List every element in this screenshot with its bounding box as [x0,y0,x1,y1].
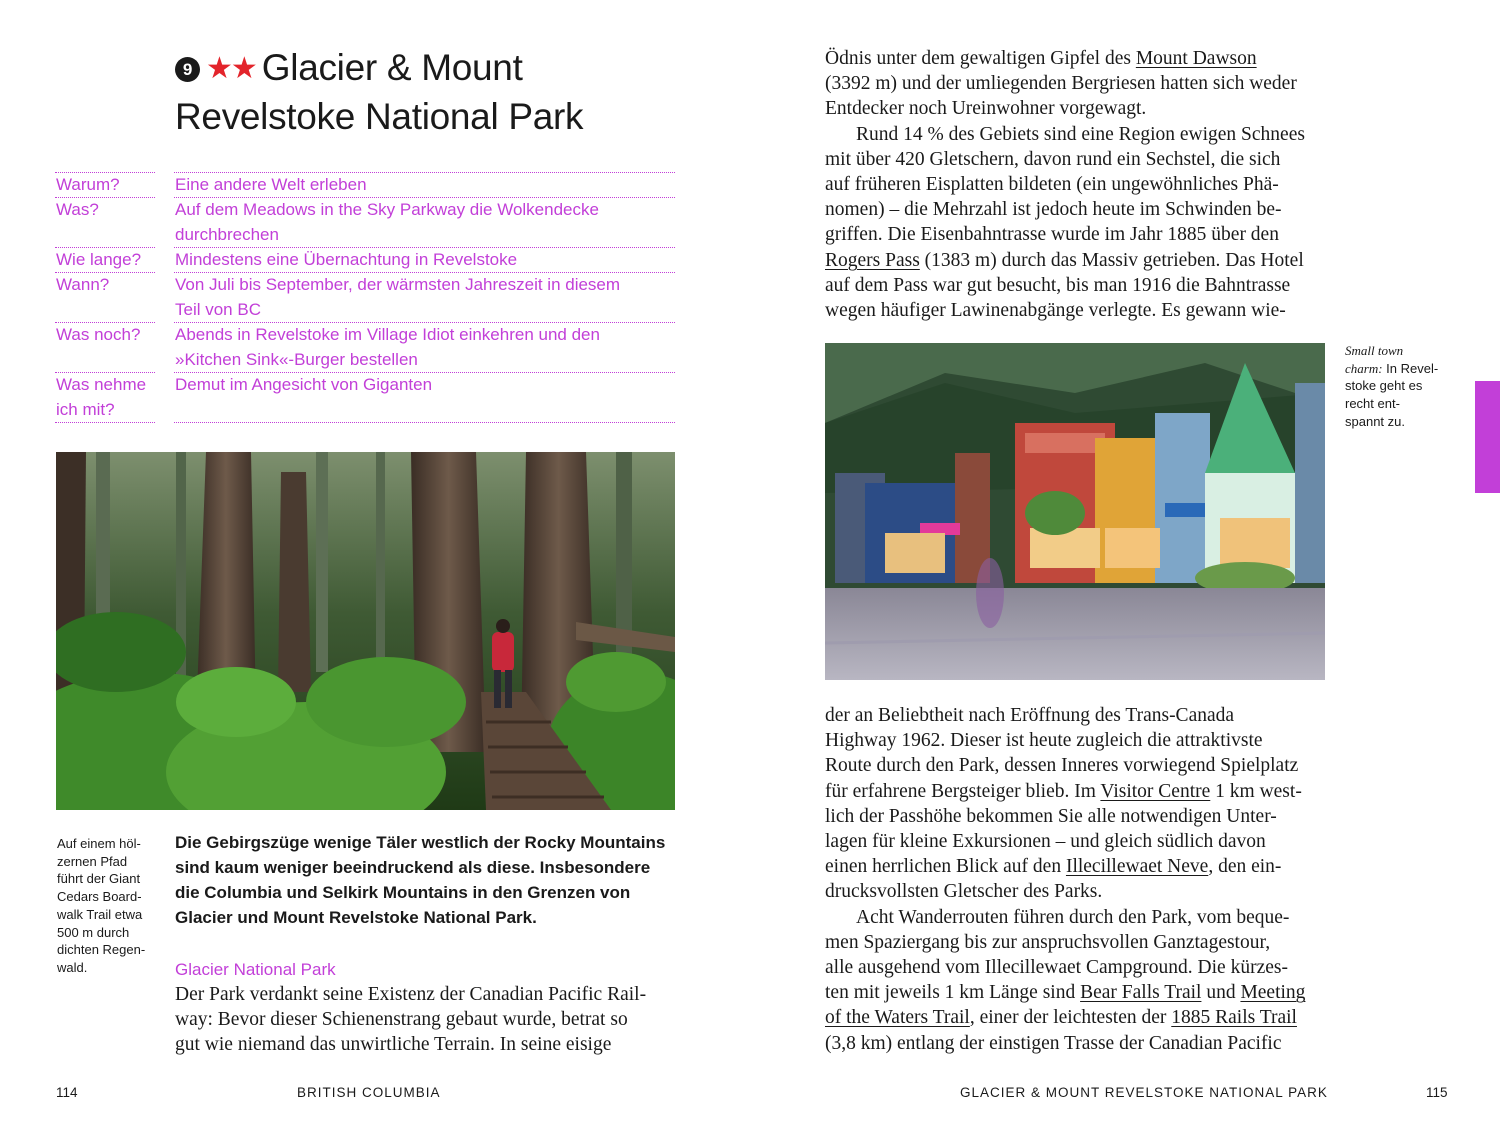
fact-value: Eine andere Welt erleben [175,175,367,194]
photo-caption-right: Small town charm: In Revel- stoke geht es recht ent- spannt zu. [1345,343,1439,429]
fact-row [55,197,675,247]
fact-key: Warum? [56,175,120,194]
place-link-mount-dawson: Mount Dawson [1135,48,1257,69]
fact-row [55,322,675,372]
title-line-1: Glacier & Mount [261,47,523,88]
section-heading: Glacier National Park [175,960,336,979]
fact-value: Mindestens eine Übernachtung in Revelstoke [175,250,518,269]
number-badge: 9 [175,57,200,82]
fact-value: Auf dem Meadows in the Sky Parkway die Wolkendecke durchbrechen [175,200,599,244]
place-link-waters-trail: of the Waters Trail [825,1007,970,1029]
fact-value: Von Juli bis September, der wärmsten Jahreszeit in diesem Teil von BC [175,275,621,319]
fact-row [55,247,675,272]
fact-row [55,372,675,422]
fact-row [55,272,675,322]
running-header-left: BRITISH COLUMBIA [297,1085,441,1100]
place-link-1885-rails-trail: 1885 Rails Trail [1171,1007,1297,1029]
fact-key: Was? [56,200,99,219]
fact-value: Abends in Revelstoke im Village Idiot einkehren und den »Kitchen Sink«-Burger bestellen [175,325,600,369]
forest-boardwalk-photo [56,452,675,810]
star-rating-icon: ★★ [206,52,256,85]
body-text-right-top: Ödnis unter dem gewaltigen Gipfel des Mount Dawson (3392 m) und der umliegenden Bergriesen hatten sich weder Entdecker noch Ureinwohner vorgewagt. Rund 14 % des Gebiets sind eine Region ewigen Schnees mit über 420 Gletschern, davon rund ein Sechstel, die sich auf früheren Eisplatten bildeten (ein ungewöhnliches Phä- nomen) – die Mehrzahl ist jedoch heute im Schwinden be- griffen. Die Eisenbahntrasse wurde im Jahr 1885 über den Rogers Pass (1383 m) durch das Massiv getrieben. Das Hotel auf dem Pass war gut besucht, bis man 1916 die Bahntrasse wegen häufiger Lawinenabgänge verlegte. Es gewann wie- [825,48,1305,322]
fact-row [55,172,675,197]
place-link-meeting: Meeting [1240,982,1306,1004]
chapter-title [175,44,695,141]
fact-value: Demut im Angesicht von Giganten [175,375,433,394]
body-text-right-bottom: der an Beliebtheit nach Eröffnung des Trans-Canada Highway 1962. Dieser ist heute zugleich die attraktivste Route durch den Park, dessen Inneres vorwiegend Spielplatz für erfahrene Bergsteiger blieb. Im Visitor Centre 1 km west- lich der Passhöhe bekommen Sie alle notwendigen Unter- lagen für kleine Exkursionen – und gleich südlich davon einen herrlichen Blick auf den Illecillewaet Neve, den ein- drucksvollsten Gletscher des Parks. Acht Wanderrouten führen durch den Park, vom beque- men Spaziergang bis zur anspruchsvollen Ganztagestour, alle ausgehend vom Illecillewaet Campground. Die kürzes- ten mit jeweils 1 km Länge sind Bear Falls Trail und Meeting of the Waters Trail, einer der leichtesten der 1885 Rails Trail (3,8 km) entlang der einstigen Trasse der Canadian Pacific [825,705,1306,1054]
running-header-right: GLACIER & MOUNT REVELSTOKE NATIONAL PARK [960,1085,1328,1100]
place-link-visitor-centre: Visitor Centre [1100,780,1211,802]
place-link-bear-falls-trail: Bear Falls Trail [1080,982,1202,1004]
fact-key: Was nehme ich mit? [56,375,147,419]
page-number-right: 115 [1426,1085,1448,1100]
place-link-illecillewaet-neve: Illecillewaet Neve [1065,856,1209,878]
fact-key: Was noch? [56,325,141,344]
chapter-thumb-tab [1475,381,1500,493]
place-link-rogers-pass: Rogers Pass [825,249,920,271]
fact-key: Wie lange? [56,250,142,269]
photo-caption-left: Auf einem höl- zernen Pfad führt der Giant Cedars Board- walk Trail etwa 500 m durch dichten Regen- wald. [57,836,146,975]
fact-table [55,172,675,424]
revelstoke-street-photo [825,343,1325,680]
body-text-left: Der Park verdankt seine Existenz der Canadian Pacific Rail- way: Bevor dieser Schienenstrang gebaut wurde, betrat so gut wie niemand das unwirtliche Terrain. In seine eisige [175,984,647,1056]
fact-key: Wann? [56,275,110,294]
intro-paragraph: Die Gebirgszüge wenige Täler westlich der Rocky Mountains sind kaum weniger beeindruckend als diese. Insbesondere die Columbia und Selkirk Mountains in den Grenzen von Glacier und Mount Revelstoke National Park. [175,833,666,927]
title-line-2: Revelstoke National Park [175,96,584,137]
page-number-left: 114 [56,1085,78,1100]
